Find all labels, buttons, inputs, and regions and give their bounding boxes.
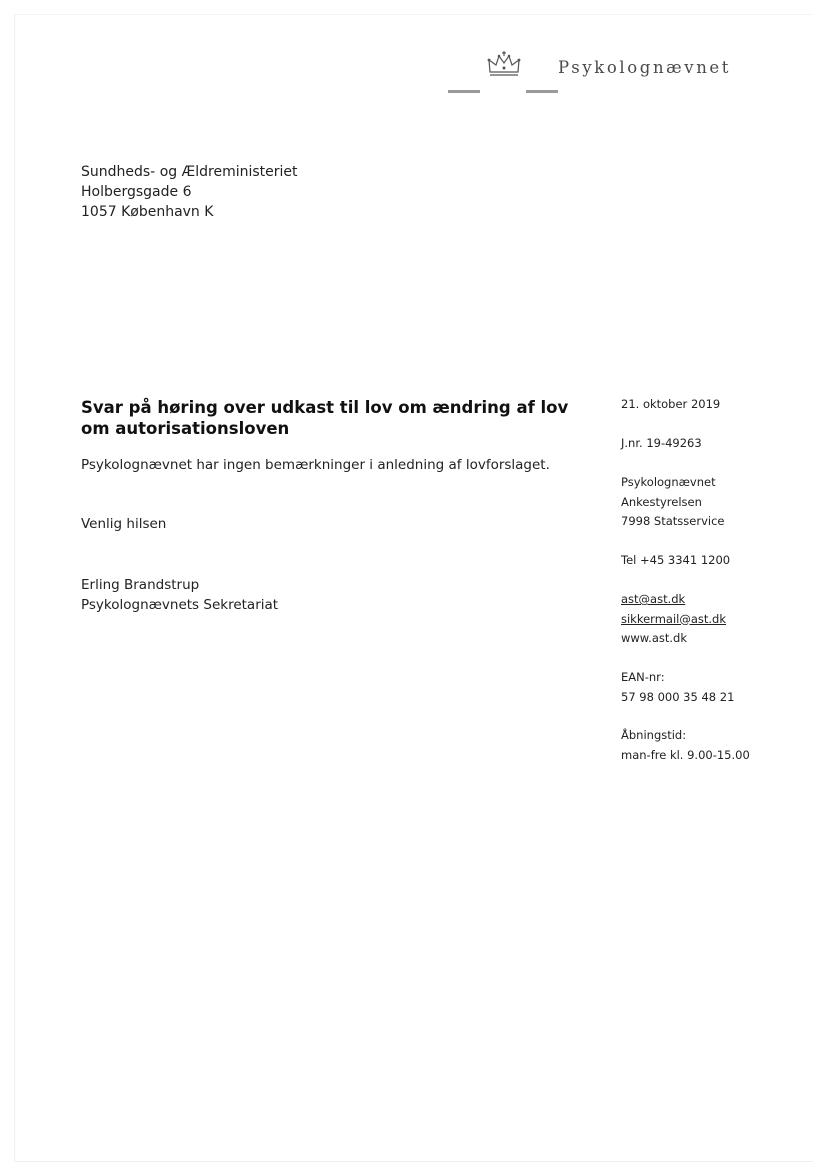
hours-label: Åbningstid: [621,728,687,742]
sender-line: 7998 Statsservice [621,514,725,528]
email-link[interactable]: ast@ast.dk [621,592,686,606]
contact-links [621,590,726,649]
phone-number: Tel +45 3341 1200 [621,553,731,567]
letter-subject [81,397,591,439]
sender-address [621,473,724,532]
recipient-line: Sundheds- og Ældreministeriet [81,164,298,180]
sender-line: Psykolognævnet [621,475,716,489]
subject-line: Svar på høring over udkast til lov om ændring af lov [81,398,569,417]
secure-email-link[interactable]: sikkermail@ast.dk [621,611,726,626]
signer-unit: Psykolognævnets Sekretariat [81,597,279,613]
opening-hours [621,726,750,765]
signer-name: Erling Brandstrup [81,577,200,593]
brand-name: Psykolognævnet [558,58,732,77]
website-link[interactable]: www.ast.dk [621,631,687,645]
logo-bar-left [448,90,480,93]
journal-number: J.nr. 19-49263 [621,436,702,450]
logo-bar-right [526,90,558,93]
crown-icon [486,50,522,80]
letter-paragraph: Psykolognævnet har ingen bemærkninger i anledning af lovforslaget. [81,457,550,473]
ean-label: EAN-nr: [621,670,665,684]
recipient-address [81,162,298,222]
recipient-line: Holbergsgade 6 [81,184,192,200]
letter-greeting: Venlig hilsen [81,516,167,532]
hours-value: man-fre kl. 9.00-15.00 [621,747,750,762]
ean-value: 57 98 000 35 48 21 [621,689,735,704]
sender-line: Ankestyrelsen [621,494,702,509]
signature-block [81,575,278,615]
subject-line: om autorisationsloven [81,419,290,438]
letter-date: 21. oktober 2019 [621,397,721,411]
ean-block [621,668,734,707]
recipient-line: 1057 København K [81,204,214,220]
header-logo [448,48,793,100]
